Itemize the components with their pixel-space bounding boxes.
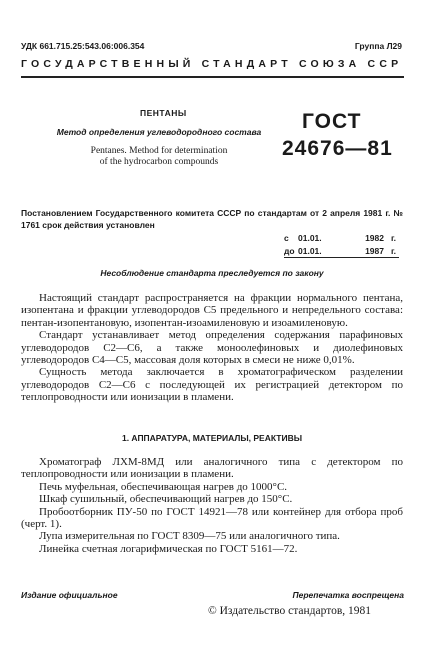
from-date: 01.01.: [298, 233, 322, 243]
intro-paragraph-3: Сущность метода заключается в хроматографическом разделении углеводородов С2—С6 с последующей их регистрацией детектором по теплопроводности или ионизации в пламени.: [21, 366, 403, 404]
from-prefix: с: [284, 233, 289, 243]
to-year: 1987: [365, 246, 384, 256]
equipment-item: Печь муфельная, обеспечивающая нагрев до 1000°С.: [39, 480, 288, 493]
validity-dates: [284, 233, 399, 258]
group-code: Группа Л29: [354, 41, 402, 51]
to-prefix: до: [284, 246, 295, 256]
udk-code: УДК 661.715.25:543.06:006.354: [21, 41, 145, 51]
official-edition-label: Издание официальное: [21, 590, 118, 600]
copyright-line: © Издательство стандартов, 1981: [208, 605, 372, 617]
method-title-en-line1: Pentanes. Method for determination: [90, 146, 228, 156]
legal-notice: Несоблюдение стандарта преследуется по закону: [100, 268, 324, 278]
decree-text: Постановлением Государственного комитета СССР по стандартам от 2 апреля 1981 г. № 1761 срок действия установлен: [21, 208, 403, 230]
from-year-abbr: г.: [390, 233, 396, 243]
method-title-en-line2: of the hydrocarbon compounds: [99, 157, 219, 167]
intro-paragraph-1: Настоящий стандарт распространяется на фракции нормального пентана, изопентана и фракции углеводородов С5 предельного и непредельного состава: пентан-изопентановую, изопентан-изоамиленовую и изоамиленовую.: [21, 292, 403, 329]
section-1-list: [21, 456, 403, 555]
intro-paragraph-2: Стандарт устанавливает метод определения содержания парафиновых углеводородов С2—С6, а также моноолефиновых и диолефиновых углеводородов С4—С5, массовая доля которых в смеси не ниже 0,01%.: [21, 329, 403, 367]
gost-label: ГОСТ: [302, 110, 362, 133]
header-divider: [21, 76, 404, 78]
intro-text: [21, 292, 403, 404]
equipment-item: Линейка счетная логарифмическая по ГОСТ 5161—72.: [39, 542, 298, 555]
validity-to-row: [284, 246, 399, 258]
equipment-item: Пробоотборник ПУ-50 по ГОСТ 14921—78 или контейнер для отбора проб (черт. 1).: [21, 505, 403, 531]
method-title-en: [43, 146, 275, 168]
section-1-heading: 1. АППАРАТУРА, МАТЕРИАЛЫ, РЕАКТИВЫ: [121, 433, 303, 443]
equipment-item: Хроматограф ЛХМ-8МД или аналогичного типа с детектором по теплопроводности или ионизации в пламени.: [21, 456, 403, 481]
equipment-item: Шкаф сушильный, обеспечивающий нагрев до 150°С.: [39, 493, 293, 506]
to-year-abbr: г.: [390, 246, 396, 256]
state-standard-banner: ГОСУДАРСТВЕННЫЙ СТАНДАРТ СОЮЗА ССР: [21, 58, 403, 70]
from-year: 1982: [365, 233, 384, 243]
equipment-item: Лупа измерительная по ГОСТ 8309—75 или аналогичного типа.: [39, 530, 340, 543]
gost-number: 24676—81: [282, 137, 393, 160]
validity-from-row: [284, 233, 399, 243]
document-title: ПЕНТАНЫ: [140, 108, 187, 118]
reprint-prohibited-label: Перепечатка воспрещена: [292, 590, 404, 600]
to-date: 01.01.: [298, 246, 322, 256]
method-title-ru: Метод определения углеводородного состава: [56, 127, 262, 137]
